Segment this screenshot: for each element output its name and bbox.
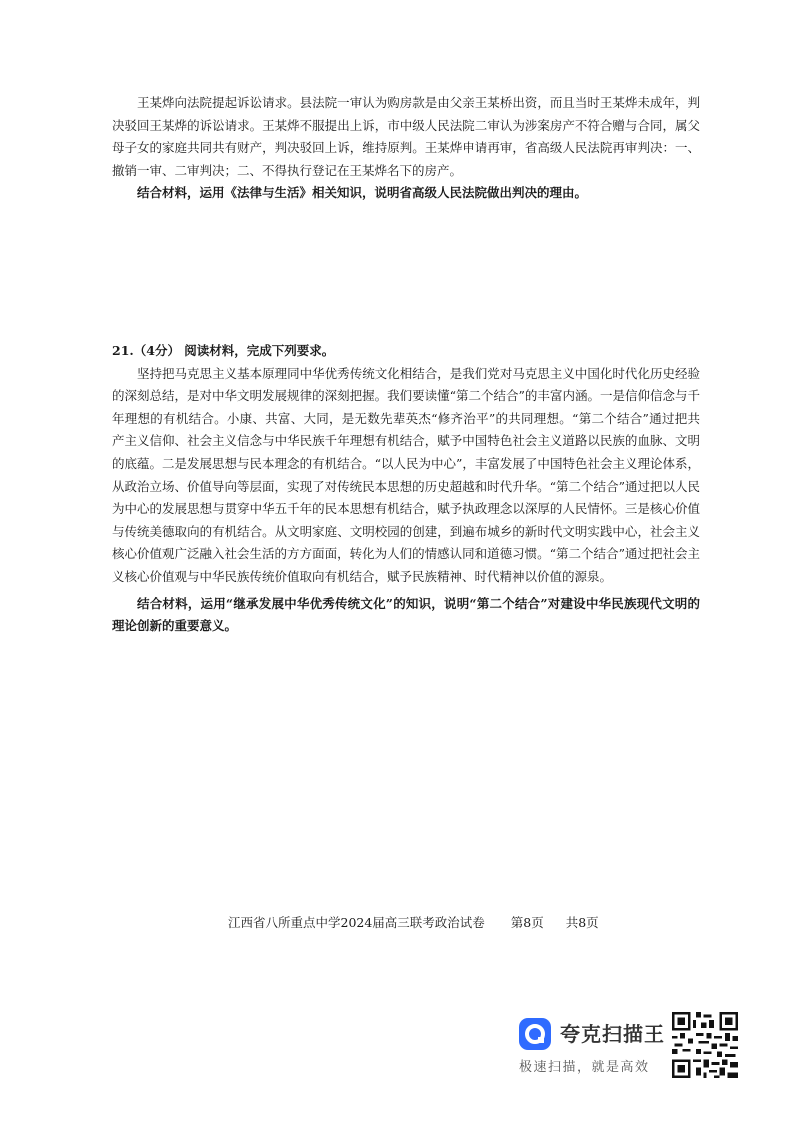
footer-page-number: 第8页: [510, 915, 544, 930]
question-21: [112, 340, 700, 638]
q20-material: 王某烨向法院提起诉讼请求。县法院一审认为购房款是由父亲王某桥出资，而且当时王某烨未成年，判决驳回王某烨的诉讼请求。王某烨不服提出上诉，市中级人民法院二审认为涉案房产不符合赠与合同，属父母子女的家庭共同共有财产，判决驳回上诉，维持原判。王某烨申请再审，省高级人民法院再审判决：一、撤销一审、二审判决；二、不得执行登记在王某烨名下的房产。: [112, 95, 700, 178]
watermark-brand: 夸克扫描王: [560, 1022, 665, 1046]
q21-material: 坚持把马克思主义基本原理同中华优秀传统文化相结合，是我们党对马克思主义中国化时代化历史经验的深刻总结，是对中华文明发展规律的深刻把握。我们要读懂“第二个结合”的丰富内涵。一是信仰信念与千年理想的有机结合。小康、共富、大同，是无数先辈英杰“修齐治平”的共同理想。“第二个结合”通过把共产主义信仰、社会主义信念与中华民族千年理想有机结合，赋予中国特色社会主义道路以民族的血脉、文明的底蕴。二是发展思想与民本理念的有机结合。“以人民为中心”，丰富发展了中国特色社会主义理论体系，从政治立场、价值导向等层面，实现了对传统民本思想的历史超越和时代升华。“第二个结合”通过把以人民为中心的发展思想与贯穿中华五千年的民本思想有机结合，赋予执政理念以深厚的人民情怀。三是核心价值与传统美德取向的有机结合。从文明家庭、文明校园的创建，到遍布城乡的新时代文明实践中心，社会主义核心价值观广泛融入社会生活的方方面面，转化为人们的情感认同和道德习惯。“第二个结合”通过把社会主义核心价值观与中华民族传统价值取向有机结合，赋予民族精神、时代精神以价值的源泉。: [112, 365, 700, 584]
footer-exam-title: 江西省八所重点中学2024届高三联考政治试卷: [228, 915, 485, 930]
qr-code-icon: [672, 1012, 738, 1078]
question-20: [112, 92, 700, 205]
q21-heading: 21.（4分） 阅读材料，完成下列要求。: [112, 343, 335, 358]
q20-task: 结合材料，运用《法律与生活》相关知识，说明省高级人民法院做出判决的理由。: [137, 185, 588, 201]
scanner-watermark: [516, 1016, 666, 1080]
watermark-slogan: 极速扫描，就是高效: [519, 1060, 650, 1075]
page-footer: [228, 913, 599, 931]
q21-task: 结合材料，运用“继承发展中华优秀传统文化”的知识，说明“第二个结合”对建设中华民族现代文明的理论创新的重要意义。: [112, 595, 700, 634]
footer-total-pages: 共8页: [565, 915, 599, 930]
quark-logo-icon: [519, 1018, 551, 1050]
